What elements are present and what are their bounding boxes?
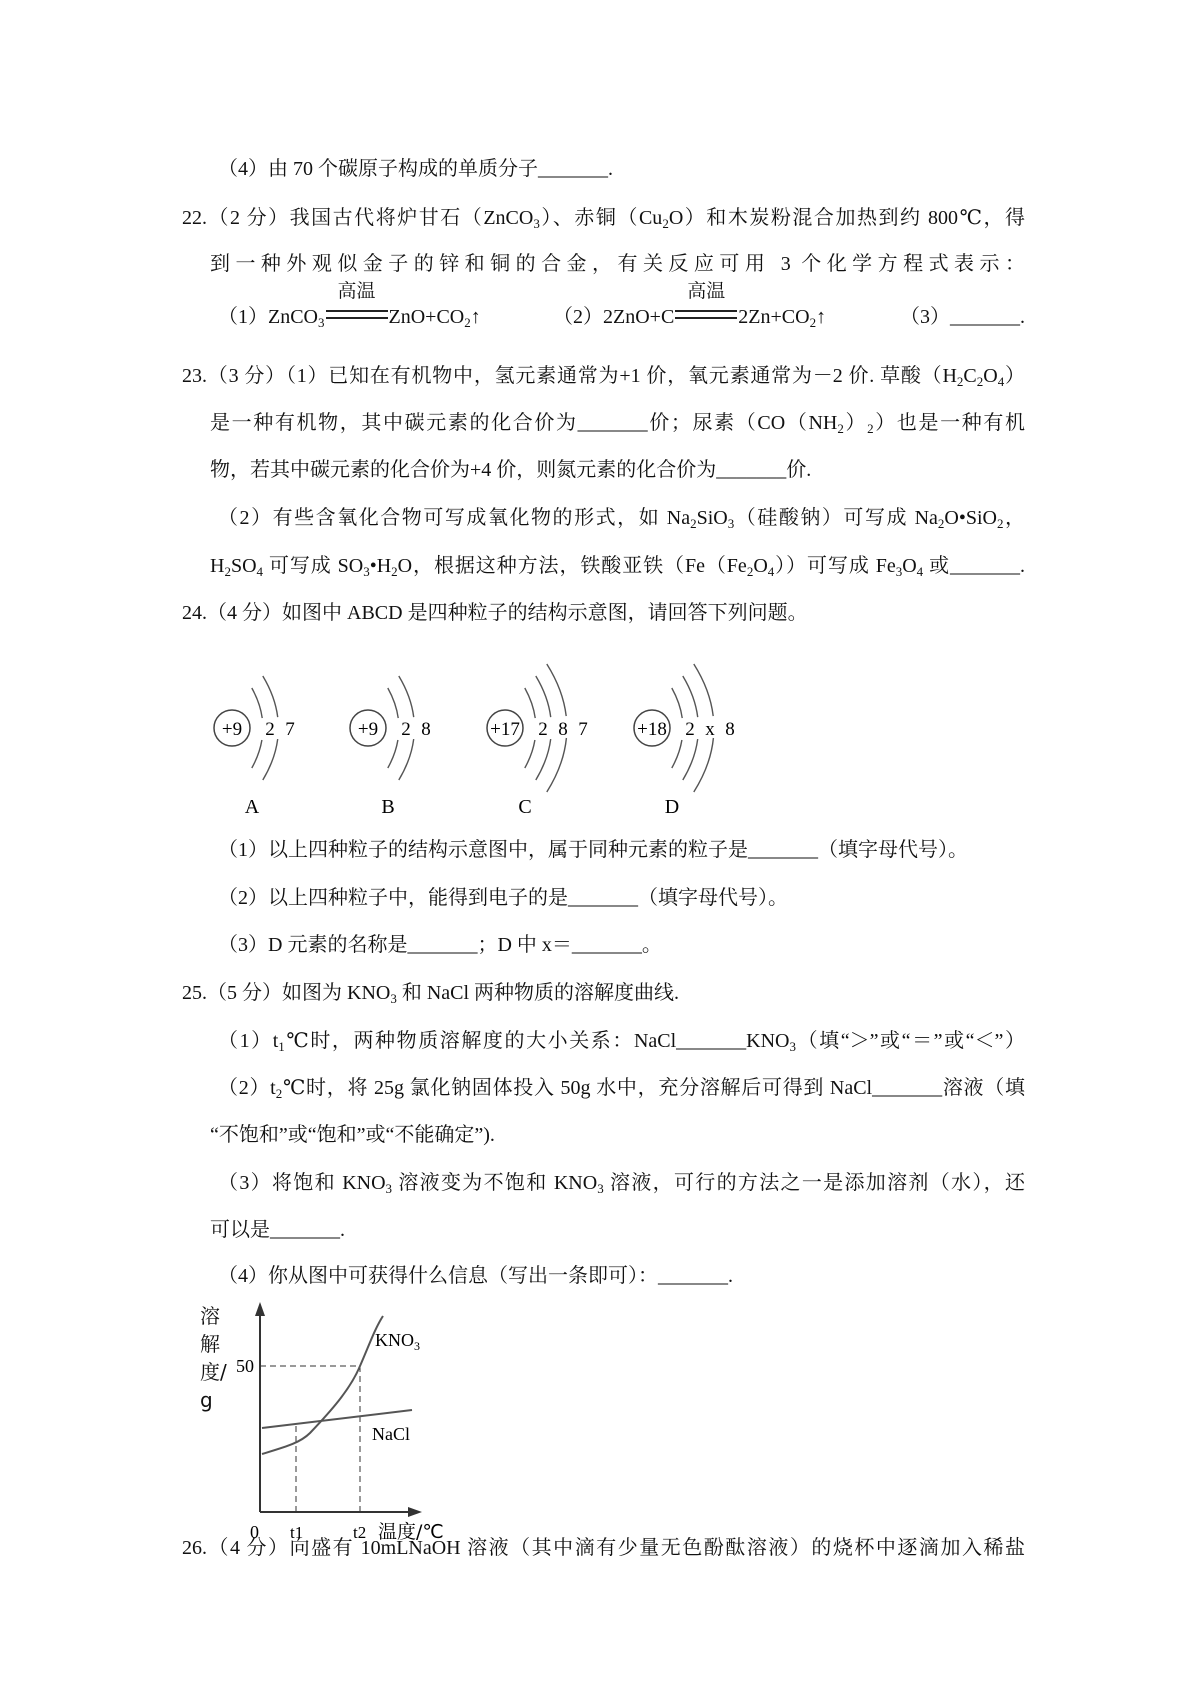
subscript: 2 (867, 421, 874, 436)
shell-electron-count: 7 (578, 719, 588, 740)
text-segment: （4）由 70 个碳原子构成的单质分子_______. (218, 158, 613, 180)
nuclear-charge: +18 (637, 719, 667, 740)
text-segment: （2）t (218, 1077, 276, 1099)
text-segment: 22.（2 分）我国古代将炉甘石（ZnCO (182, 207, 534, 229)
subscript: 2 (662, 216, 669, 231)
subscript: 3 (597, 1181, 604, 1196)
eq2-reactant: （2）2ZnO+C (553, 306, 675, 328)
text-line-q24-1 (218, 836, 968, 864)
text-segment: 或_______. (923, 555, 1025, 577)
x-axis-arrow (408, 1507, 422, 1517)
eq1-product: ZnO+CO (388, 306, 465, 328)
subscript: 4 (767, 564, 775, 579)
xlabel: 温度/℃ (378, 1521, 444, 1540)
atom-label: D (664, 796, 680, 818)
text-segment: O）和木炭粉混合加热到约 800℃，得 (668, 207, 1025, 229)
text-line-q25 (182, 979, 679, 1007)
subscript: 2 (690, 516, 697, 531)
shell-electron-count: 2 (401, 719, 411, 740)
subscript: 2 (996, 516, 1004, 531)
text-segment: （2）以上四种粒子中，能得到电子的是_______（填字母代号）。 (218, 887, 788, 909)
chart-y-axis-label: 溶解度/g (200, 1304, 227, 1412)
eq1-sub: 3 (318, 315, 325, 330)
text-segment: 是一种有机物，其中碳元素的化合价为_______价；尿素（CO（NH (210, 412, 838, 434)
shell-electron-count: x (705, 719, 715, 740)
text-segment: ））可写成 Fe (774, 555, 896, 577)
subscript: 2 (391, 564, 398, 579)
condition-high-temp (674, 280, 738, 329)
condition-label: 高温 (337, 280, 376, 302)
text-line-q23-2 (218, 504, 1025, 532)
subscript: 3 (727, 516, 735, 531)
shell-electron-count: 7 (285, 719, 295, 740)
subscript: 2 (746, 564, 754, 579)
y-axis-arrow (255, 1302, 265, 1316)
text-segment: （2）有些含氧化合物可写成氧化物的形式，如 Na (218, 507, 691, 529)
subscript: 2 (937, 516, 945, 531)
nuclear-charge: +9 (221, 719, 243, 740)
text-line-q25-2b (210, 1121, 495, 1149)
series-kno3-curve (262, 1316, 383, 1454)
text-segment: C (963, 365, 977, 387)
subscript: 3 (895, 564, 903, 579)
subscript: 4 (916, 564, 924, 579)
subscript: 3 (363, 564, 370, 579)
text-segment: SiO (696, 507, 728, 529)
condition-label: 高温 (687, 280, 726, 302)
text-segment: O (902, 555, 917, 577)
text-segment: O•SiO (944, 507, 997, 529)
y-tick-50: 50 (236, 1356, 254, 1376)
text-segment: “不饱和”或“饱和”或“不能确定”). (210, 1124, 495, 1146)
text-line-q25-2 (218, 1074, 1025, 1102)
text-segment: （3）将饱和 KNO (218, 1172, 386, 1194)
text-segment: 可以是_______. (210, 1219, 345, 1241)
subscript: 2 (837, 421, 844, 436)
text-line-q24-3 (218, 931, 662, 959)
text-line-q22-b (210, 250, 1025, 278)
subscript: 3 (385, 1181, 393, 1196)
text-segment: 物，若其中碳元素的化合价为+4 价，则氮元素的化合价为_______价. (210, 459, 812, 481)
text-line-q23 (182, 362, 1025, 390)
text-line-q24-2 (218, 884, 788, 912)
subscript: 2 (275, 1086, 283, 1101)
shell-electron-count: 8 (725, 719, 735, 740)
subscript: 3 (533, 216, 540, 231)
electron-shell-arc (525, 688, 536, 768)
electron-shell-arc (388, 688, 399, 768)
shell-electron-count: 2 (685, 719, 695, 740)
text-line-q25-3 (218, 1169, 1025, 1197)
shell-electron-count: 2 (265, 719, 275, 740)
solubility-chart (200, 1300, 460, 1540)
text-segment: 和 NaCl 两种物质的溶解度曲线. (396, 982, 680, 1004)
text-segment: （4）你从图中可获得什么信息（写出一条即可）：_______. (218, 1265, 733, 1287)
shell-electron-count: 8 (558, 719, 568, 740)
text-segment: O，根据这种方法，铁酸亚铁（Fe（Fe (397, 555, 747, 577)
subscript: 3 (390, 991, 397, 1006)
shell-electron-count: 8 (421, 719, 431, 740)
text-segment: 25.（5 分）如图为 KNO (182, 982, 391, 1004)
text-line-q23-c (210, 456, 811, 484)
subscript: 2 (956, 374, 964, 389)
text-segment: H (210, 555, 225, 577)
subscript: 2 (224, 564, 231, 579)
text-segment: ， (1003, 507, 1026, 529)
x-tick-t1: t1 (290, 1523, 304, 1540)
subscript: 4 (256, 564, 264, 579)
subscript: 1 (278, 1039, 285, 1054)
text-line-q25-1 (218, 1027, 1025, 1055)
text-segment: （3）D 元素的名称是_______；D 中 x＝_______。 (218, 934, 662, 956)
text-segment: 到一种外观似金子的锌和铜的合金，有关反应可用 3 个化学方程式表示： (210, 253, 1025, 275)
text-segment: ℃时，将 25g 氯化钠固体投入 50g 水中，充分溶解后可得到 NaCl_______溶液（填 (282, 1077, 1025, 1099)
text-line-q22 (182, 204, 1025, 232)
text-line-q21-4 (218, 155, 613, 183)
text-segment: 23.（3 分）（1）已知在有机物中，氢元素通常为+1 价，氧元素通常为－2 价. 草酸（H (182, 365, 957, 387)
text-segment: O (753, 555, 768, 577)
text-segment: ）也是一种有机 (873, 412, 1026, 434)
condition-high-temp (325, 280, 389, 329)
eq1-product-sub: 2 (464, 315, 471, 330)
text-line-q25-4 (218, 1262, 733, 1290)
legend-nacl: NaCl (372, 1424, 410, 1444)
nuclear-charge: +9 (357, 719, 379, 740)
eq2-product: 2Zn+CO (738, 306, 810, 328)
text-line-q24 (182, 599, 808, 627)
electron-shell-arc (672, 688, 683, 768)
subscript: 2 (976, 374, 984, 389)
text-segment: 26.（4 分）向盛有 10mLNaOH 溶液（其中滴有少量无色酚酞溶液）的烧杯中逐滴加入稀盐 (182, 1537, 1025, 1559)
atom-label: A (244, 796, 260, 818)
text-segment: 可写成 SO (263, 555, 364, 577)
atom-diagram-c (465, 638, 635, 818)
text-segment: （填“＞”或“＝”或“＜”） (796, 1030, 1026, 1052)
gas-arrow: ↑ (470, 306, 481, 328)
text-segment: （1）t (218, 1030, 279, 1052)
eq2-product-sub: 2 (809, 315, 817, 330)
text-segment: O (983, 365, 998, 387)
equation-3: （3）_______. (900, 306, 1025, 328)
atom-label: B (381, 796, 395, 818)
nuclear-charge: +17 (490, 719, 520, 740)
x-tick-t2: t2 (353, 1523, 367, 1540)
text-segment: ℃时，两种物质溶解度的大小关系：NaCl_______KNO (284, 1030, 790, 1052)
equation-1 (218, 280, 481, 330)
text-segment: 24.（4 分）如图中 ABCD 是四种粒子的结构示意图，请回答下列问题。 (182, 602, 808, 624)
text-segment: ）、赤铜（Cu (539, 207, 663, 229)
text-segment: 溶液变为不饱和 KNO (392, 1172, 598, 1194)
subscript: 4 (997, 374, 1005, 389)
text-segment: 溶液，可行的方法之一是添加溶剂（水），还 (603, 1172, 1025, 1194)
atom-label: C (518, 796, 532, 818)
text-segment: ） (1004, 365, 1025, 387)
eq1-reactant: （1）ZnCO (218, 306, 318, 328)
atom-diagram-d (612, 638, 782, 818)
text-segment: （硅酸钠）可写成 Na (734, 507, 938, 529)
legend-kno3: $KNO_3$ (375, 1330, 420, 1353)
text-segment: ） (843, 412, 868, 434)
equation-2 (553, 280, 827, 330)
origin-label: 0 (250, 1522, 259, 1540)
text-line-q23-b (210, 409, 1025, 437)
text-line-q23-2b (210, 552, 1025, 580)
gas-arrow: ↑ (816, 306, 827, 328)
shell-electron-count: 2 (538, 719, 548, 740)
text-segment: •H (369, 555, 392, 577)
text-segment: （1）以上四种粒子的结构示意图中，属于同种元素的粒子是_______（填字母代号）。 (218, 839, 968, 861)
text-line-q25-3b (210, 1216, 345, 1244)
subscript: 3 (789, 1039, 796, 1054)
electron-shell-arc (252, 688, 263, 768)
text-segment: SO (230, 555, 257, 577)
